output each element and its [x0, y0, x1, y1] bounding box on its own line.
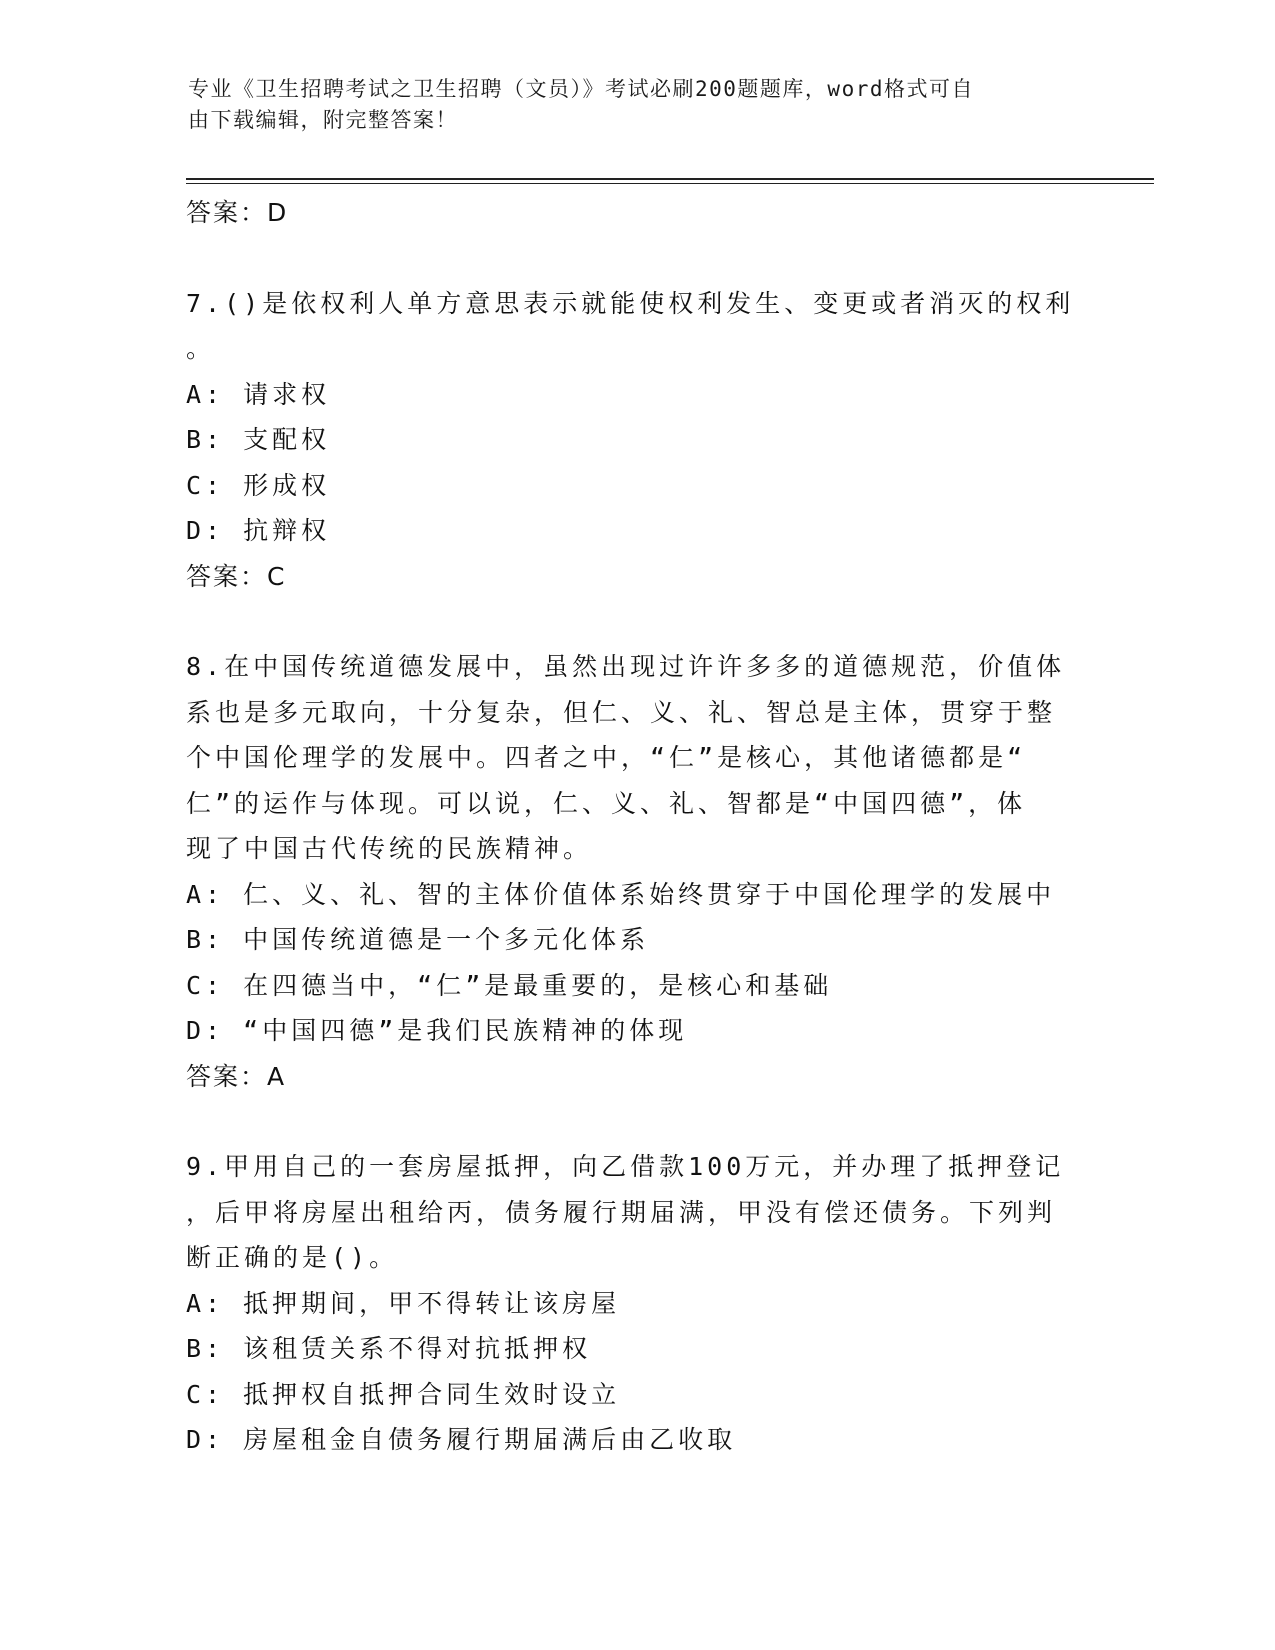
- option-c: C: 抵押权自抵押合同生效时设立: [186, 1379, 621, 1409]
- option-a: A: 抵押期间，甲不得转让该房屋: [186, 1288, 621, 1318]
- question-8: [186, 644, 1066, 1099]
- header-divider-thick: [186, 178, 1154, 180]
- question-7: [186, 281, 1075, 600]
- option-c: C: 在四德当中，“仁”是最重要的，是核心和基础: [186, 970, 833, 1000]
- option-b: B: 中国传统道德是一个多元化体系: [186, 925, 650, 954]
- option-d: D: “中国四德”是我们民族精神的体现: [186, 1016, 688, 1045]
- document-body: [186, 190, 1075, 1463]
- question-9: [186, 1144, 1066, 1463]
- header-line-2: 由下载编辑，附完整答案！: [188, 108, 458, 132]
- question-9-line-1: 9.甲用自己的一套房屋抵押，向乙借款100万元，并办理了抵押登记: [186, 1152, 1065, 1181]
- option-c: C: 形成权: [186, 470, 331, 500]
- previous-answer: 答案：D: [186, 198, 289, 227]
- option-a: A: 仁、义、礼、智的主体价值体系始终贯穿于中国伦理学的发展中: [186, 879, 1056, 909]
- question-9-line-2: ，后甲将房屋出租给丙，债务履行期届满，甲没有偿还债务。下列判: [186, 1197, 1057, 1227]
- header-divider-thin: [186, 183, 1154, 184]
- option-d: D: 房屋租金自债务履行期届满后由乙收取: [186, 1425, 737, 1454]
- spacer: [186, 236, 1066, 281]
- option-a: A: 请求权: [186, 379, 331, 409]
- header-line-1: 专业《卫生招聘考试之卫生招聘（文员）》考试必刷200题题库，word格式可自: [188, 77, 974, 101]
- option-b: B: 该租赁关系不得对抗抵押权: [186, 1334, 592, 1363]
- question-8-line-4: 仁”的运作与体现。可以说，仁、义、礼、智都是“中国四德”，体: [186, 788, 1027, 818]
- question-8-line-1: 8.在中国传统道德发展中，虽然出现过许许多多的道德规范，价值体: [186, 652, 1066, 681]
- document-header: [188, 74, 1058, 136]
- option-d: D: 抗辩权: [186, 516, 331, 545]
- question-8-line-2: 系也是多元取向，十分复杂，但仁、义、礼、智总是主体，贯穿于整: [186, 697, 1057, 727]
- spacer: [186, 599, 1066, 644]
- question-8-line-5: 现了中国古代传统的民族精神。: [186, 834, 593, 863]
- question-7-answer: 答案：C: [186, 561, 287, 591]
- option-b: B: 支配权: [186, 425, 331, 454]
- question-7-line-2: 。: [186, 334, 216, 363]
- spacer: [186, 1099, 1066, 1144]
- question-8-line-3: 个中国伦理学的发展中。四者之中，“仁”是核心，其他诸德都是“: [186, 743, 1027, 772]
- question-9-line-3: 断正确的是()。: [186, 1243, 399, 1272]
- question-7-line-1: 7.()是依权利人单方意思表示就能使权利发生、变更或者消灭的权利: [186, 288, 1075, 318]
- question-8-answer: 答案：A: [186, 1061, 287, 1091]
